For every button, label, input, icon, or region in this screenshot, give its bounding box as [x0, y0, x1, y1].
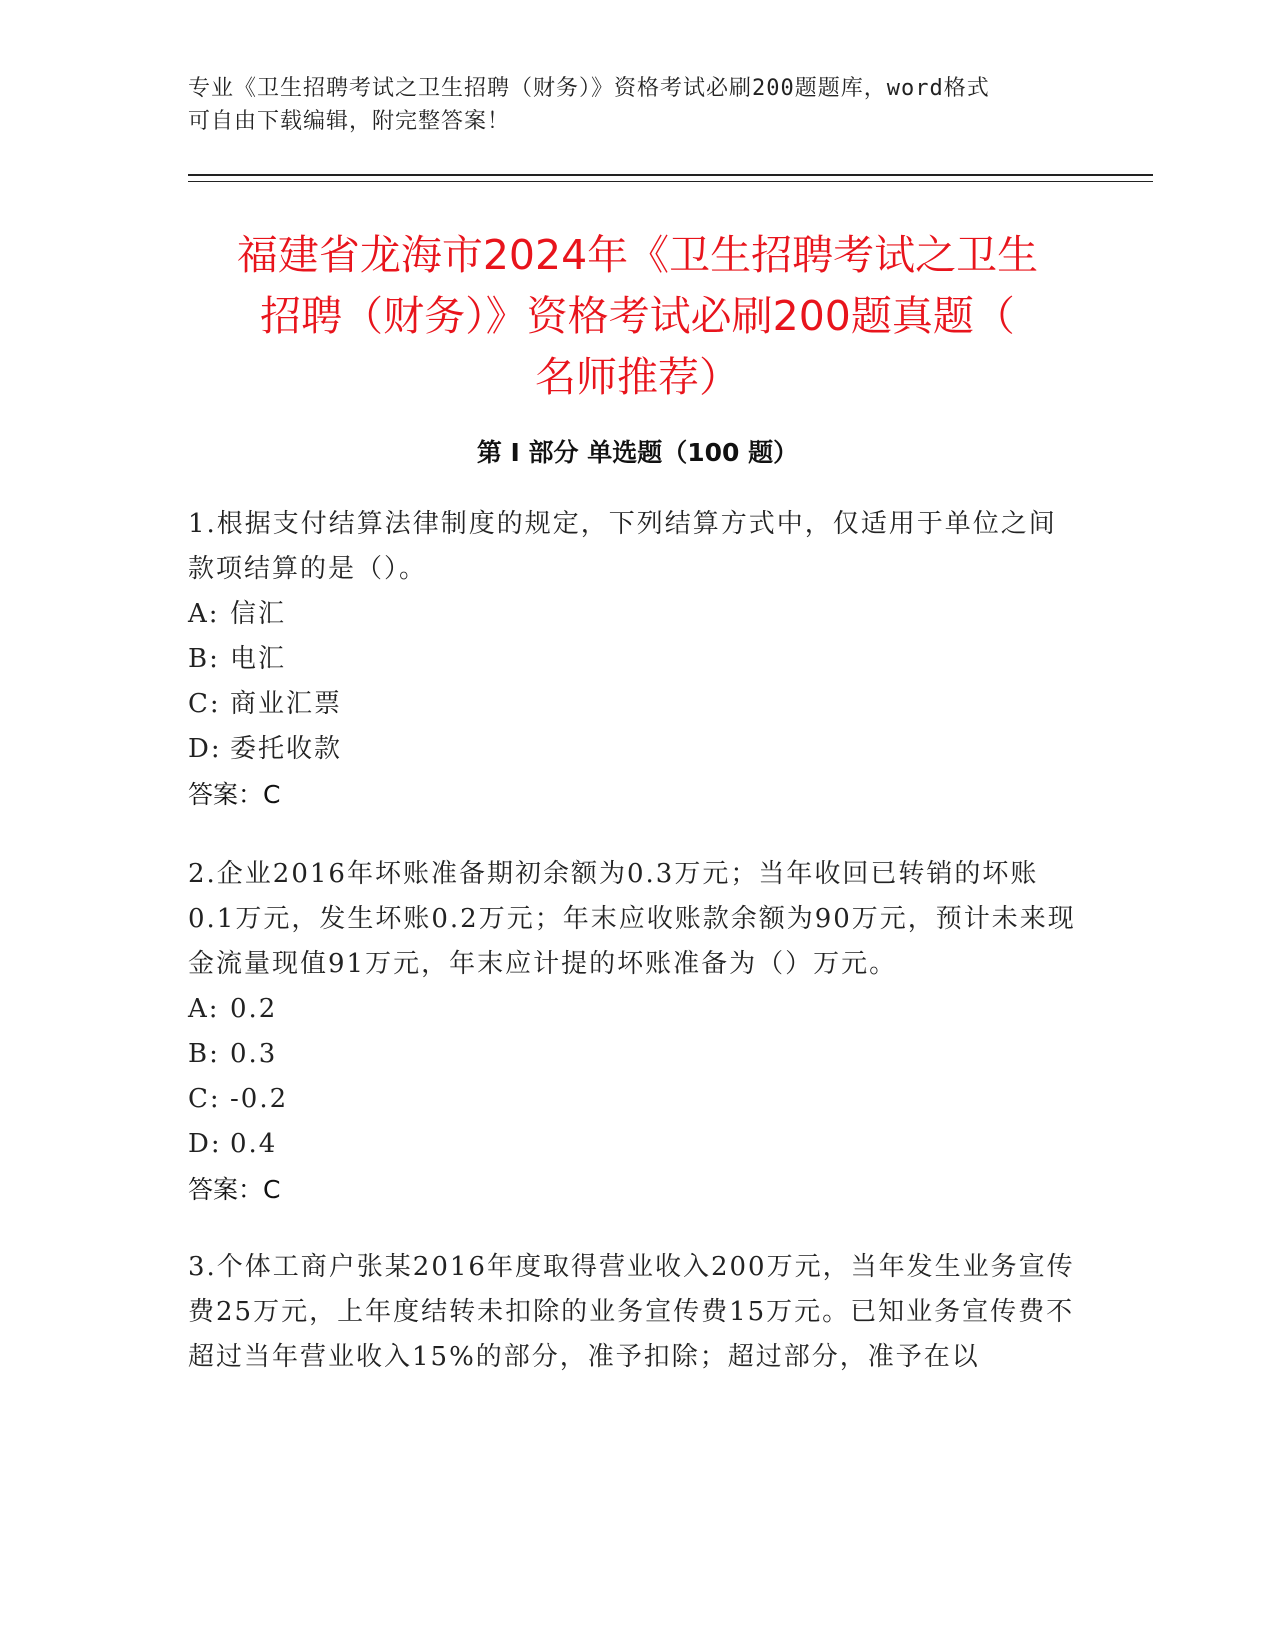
header-divider-thin — [188, 181, 1153, 182]
option-text: 委托收款 — [230, 734, 343, 764]
option-text: -0.2 — [230, 1084, 289, 1114]
header-divider-thick — [188, 174, 1153, 176]
document-title-line-3: 名师推荐） — [535, 353, 740, 401]
option-letter: A: — [188, 994, 220, 1024]
answer-line: 答案：C — [188, 1175, 281, 1204]
option-c — [188, 1077, 1078, 1122]
option-letter: A: — [188, 599, 220, 629]
option-a — [188, 987, 1078, 1032]
option-d — [188, 727, 1078, 772]
option-d — [188, 1122, 1078, 1167]
option-letter: B: — [188, 644, 220, 674]
header-note-line-1: 专业《卫生招聘考试之卫生招聘（财务）》资格考试必刷200题题库，word格式 — [188, 76, 990, 101]
option-b — [188, 637, 1078, 682]
option-b — [188, 1032, 1078, 1077]
document-title-line-1: 福建省龙海市2024年《卫生招聘考试之卫生 — [236, 231, 1039, 279]
option-text: 0.2 — [230, 994, 278, 1024]
option-letter: D: — [188, 734, 222, 764]
option-letter: B: — [188, 1039, 220, 1069]
option-text: 电汇 — [230, 644, 287, 674]
answer-line: 答案：C — [188, 780, 281, 809]
option-text: 信汇 — [230, 599, 287, 629]
option-text: 商业汇票 — [230, 689, 343, 719]
document-title-line-2: 招聘（财务）》资格考试必刷200题真题（ — [260, 292, 1015, 340]
question-3 — [188, 1245, 1078, 1380]
section-title: 第 I 部分 单选题（100 题） — [476, 438, 799, 467]
option-text: 0.4 — [230, 1129, 278, 1159]
option-text: 0.3 — [230, 1039, 278, 1069]
option-letter: D: — [188, 1129, 222, 1159]
option-letter: C: — [188, 1084, 221, 1114]
option-c — [188, 682, 1078, 727]
document-title — [180, 225, 1095, 408]
question-text: 3.个体工商户张某2016年度取得营业收入200万元，当年发生业务宣传费25万元，上年度结转未扣除的业务宣传费15万元。已知业务宣传费不超过当年营业收入15%的部分，准予扣除；超过部分，准予在以 — [188, 1252, 1075, 1372]
question-2 — [188, 852, 1078, 1212]
option-a — [188, 592, 1078, 637]
header-note — [188, 72, 1068, 138]
header-note-line-2: 可自由下载编辑，附完整答案！ — [188, 109, 511, 134]
question-text: 2.企业2016年坏账准备期初余额为0.3万元；当年收回已转销的坏账0.1万元，发生坏账0.2万元；年末应收账款余额为90万元，预计未来现金流量现值91万元，年末应计提的坏账准备为（）万元。 — [188, 859, 1076, 979]
question-1 — [188, 502, 1078, 817]
option-letter: C: — [188, 689, 221, 719]
question-text: 1.根据支付结算法律制度的规定，下列结算方式中，仅适用于单位之间款项结算的是（）。 — [188, 509, 1057, 584]
